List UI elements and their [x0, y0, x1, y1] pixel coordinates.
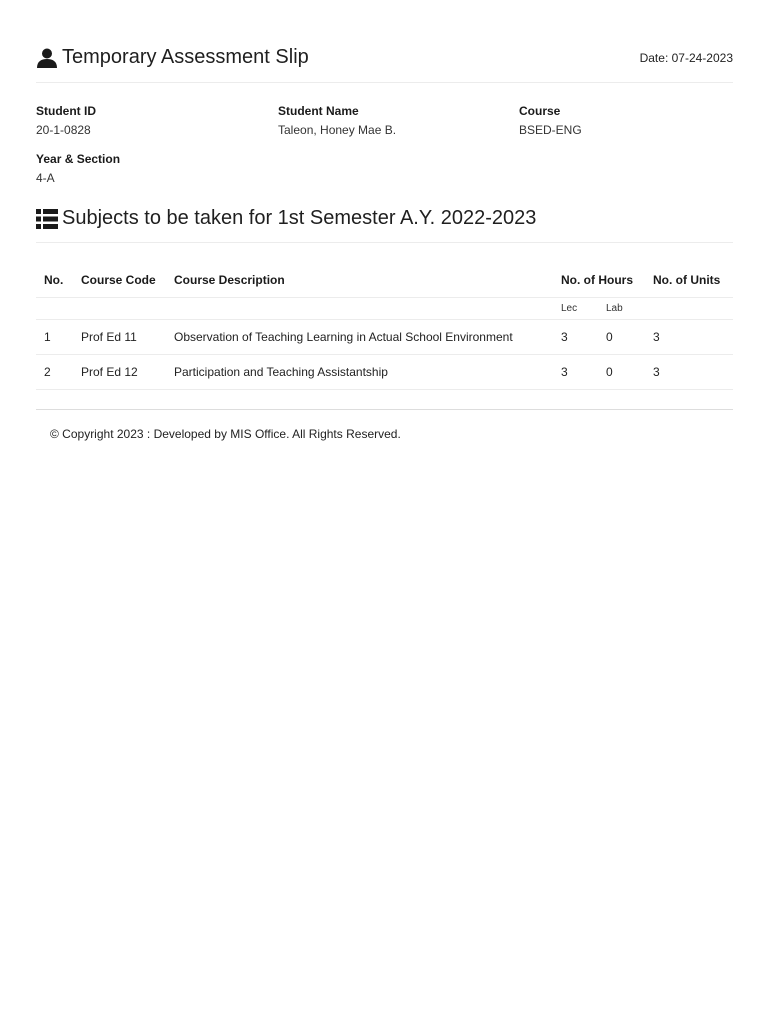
page-title-text: Temporary Assessment Slip	[62, 46, 309, 68]
course-label: Course	[519, 104, 561, 118]
table-row	[36, 320, 733, 355]
col-lab-header: Lab	[598, 298, 645, 320]
user-icon	[36, 47, 58, 69]
student-id-field	[36, 104, 96, 137]
student-id-value: 20-1-0828	[36, 123, 91, 137]
student-id-label: Student ID	[36, 104, 96, 118]
row-lab: 0	[598, 320, 645, 355]
student-name-value: Taleon, Honey Mae B.	[278, 123, 397, 137]
subjects-title-text: Subjects to be taken for 1st Semester A.Y. 2022-2023	[62, 207, 537, 229]
footer-divider	[36, 409, 733, 410]
row-code: Prof Ed 12	[73, 355, 166, 390]
copyright-footer: © Copyright 2023 : Developed by MIS Office. All Rights Reserved.	[50, 427, 401, 441]
page-header	[36, 0, 733, 83]
row-lec: 3	[553, 355, 598, 390]
subjects-table	[36, 262, 733, 390]
row-units: 3	[645, 320, 733, 355]
row-description: Participation and Teaching Assistantship	[166, 355, 553, 390]
col-code-header: Course Code	[73, 262, 166, 298]
table-subheader-row	[36, 298, 733, 320]
col-lec-header: Lec	[553, 298, 598, 320]
col-description-header: Course Description	[166, 262, 553, 298]
col-units-header: No. of Units	[645, 262, 733, 298]
slip-date: Date: 07-24-2023	[639, 51, 733, 65]
table-header-row	[36, 262, 733, 298]
course-value: BSED-ENG	[519, 123, 582, 137]
student-name-label: Student Name	[278, 104, 359, 118]
row-no: 1	[36, 320, 73, 355]
col-hours-header: No. of Hours	[553, 262, 645, 298]
row-units: 3	[645, 355, 733, 390]
student-name-field	[278, 104, 396, 137]
row-no: 2	[36, 355, 73, 390]
list-icon	[36, 209, 58, 231]
row-lec: 3	[553, 320, 598, 355]
table-row	[36, 355, 733, 390]
course-field	[519, 104, 582, 137]
year-section-field	[36, 152, 120, 185]
row-lab: 0	[598, 355, 645, 390]
col-no-header: No.	[36, 262, 73, 298]
row-code: Prof Ed 11	[73, 320, 166, 355]
assessment-slip-page	[36, 0, 733, 441]
subjects-title	[36, 207, 733, 243]
page-title	[36, 46, 309, 69]
year-section-value: 4-A	[36, 171, 55, 185]
row-description: Observation of Teaching Learning in Actual School Environment	[166, 320, 553, 355]
year-section-label: Year & Section	[36, 152, 121, 166]
